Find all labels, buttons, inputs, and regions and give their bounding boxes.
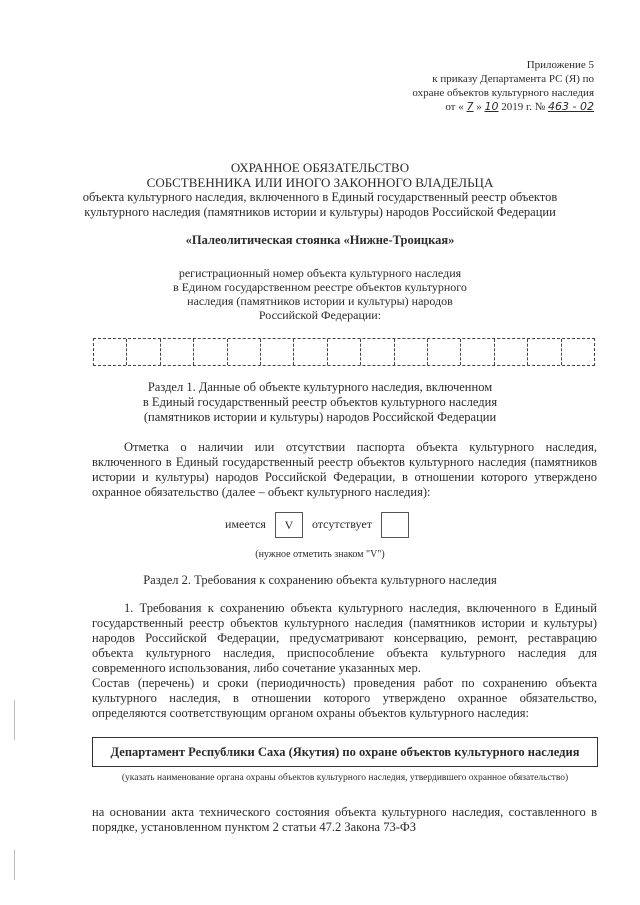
date-day: 7 xyxy=(466,100,474,113)
registration-cell xyxy=(261,339,294,365)
registration-cell xyxy=(161,339,194,365)
appendix-line-2: к приказу Департамента РС (Я) по xyxy=(432,73,594,85)
registration-cell xyxy=(228,339,261,365)
registration-cell xyxy=(495,339,528,365)
requirements-item-1-cont: Состав (перечень) и сроки (периодичность) проведения работ по сохранению объекта культурного наследия, в отношении которого утверждено охранное обязательство, определяются соответствующим органом охраны объектов культурного наследия: xyxy=(92,676,597,720)
section-1-line-2: в Единый государственный реестр объектов культурного наследия xyxy=(142,395,498,409)
scan-edge-mark xyxy=(14,850,15,880)
passport-paragraph: Отметка о наличии или отсутствии паспорта объекта культурного наследия, включенного в Единый государственный реестр объектов культурного наследия (памятников истории и культуры) народов Российской Федерации, в отношении которого утверждено охранное обязательство (далее – объект культурного наследия): xyxy=(92,440,597,499)
section-2-heading: Раздел 2. Требования к сохранению объекта культурного наследия xyxy=(143,573,497,587)
section-1-line-3: (памятников истории и культуры) народов Российской Федерации xyxy=(143,410,497,424)
registration-cell xyxy=(361,339,394,365)
title-line-3: объекта культурного наследия, включенного в Единый государственный реестр объектов xyxy=(82,190,558,204)
has-passport-label: имеется xyxy=(225,516,266,531)
date-prefix: от « xyxy=(445,101,464,113)
registration-cell xyxy=(94,339,127,365)
object-name: «Палеолитическая стоянка «Нижне-Троицкая» xyxy=(185,233,455,247)
registration-cell xyxy=(127,339,160,365)
registration-cell xyxy=(562,339,594,365)
registration-line-1: регистрационный номер объекта культурного наследия xyxy=(178,266,462,280)
title-line-4: культурного наследия (памятников истории и культуры) народов Российской Федерации xyxy=(84,205,556,219)
authority-caption: (указать наименование органа охраны объектов культурного наследия, утвердившего охранное обязательство) xyxy=(121,773,569,783)
date-mid: » xyxy=(476,101,482,113)
basis-paragraph: на основании акта технического состояния объекта культурного наследия, составленного в порядке, установленном пунктом 2 статьи 47.2 Закона 73-ФЗ xyxy=(92,805,597,834)
registration-cell xyxy=(528,339,561,365)
scan-edge-mark xyxy=(14,700,15,740)
registration-label xyxy=(0,266,640,322)
authority-box: Департамент Республики Саха (Якутия) по охране объектов культурного наследия xyxy=(92,737,598,767)
requirements-paragraph xyxy=(92,601,597,721)
order-date-line xyxy=(404,100,594,114)
registration-number-grid xyxy=(93,338,595,366)
registration-line-2: в Едином государственном реестре объектов культурного xyxy=(173,280,467,294)
section-1-heading xyxy=(0,380,640,425)
appendix-header xyxy=(404,58,594,114)
registration-cell xyxy=(461,339,494,365)
date-year: 2019 г. № xyxy=(501,101,546,113)
passport-presence xyxy=(0,512,640,538)
absent-passport-checkbox[interactable] xyxy=(381,512,409,538)
registration-line-4: Российской Федерации: xyxy=(258,308,382,322)
registration-cell xyxy=(395,339,428,365)
appendix-line-3: охране объектов культурного наследия xyxy=(412,87,594,99)
appendix-line-1: Приложение 5 xyxy=(526,59,594,71)
absent-passport-label: отсутствует xyxy=(311,516,372,531)
registration-line-3: наследия (памятников истории и культуры) народов xyxy=(187,294,453,308)
mark-note: (нужное отметить знаком "V") xyxy=(255,549,385,560)
registration-cell xyxy=(194,339,227,365)
registration-cell xyxy=(328,339,361,365)
date-month: 10 xyxy=(484,100,499,113)
order-number: 463 - 02 xyxy=(548,100,594,113)
title-line-1: ОХРАННОЕ ОБЯЗАТЕЛЬСТВО xyxy=(230,160,410,175)
requirements-item-1: 1. Требования к сохранению объекта культурного наследия, включенного в Единый государственный реестр объектов культурного наследия (памятников истории и культуры) народов Российской Федерации, предусматривают консервацию, ремонт, реставрацию объекта культурного наследия, приспособление объекта культурного наследия для современного использования, либо сочетание указанных мер. xyxy=(92,601,597,675)
section-1-line-1: Раздел 1. Данные об объекте культурного наследия, включенном xyxy=(147,380,493,394)
registration-cell xyxy=(294,339,327,365)
registration-cell xyxy=(428,339,461,365)
title-subtitle xyxy=(0,190,640,220)
title-line-2: СОБСТВЕННИКА ИЛИ ИНОГО ЗАКОННОГО ВЛАДЕЛЬЦА xyxy=(146,175,494,190)
has-passport-checkbox[interactable]: V xyxy=(275,512,303,538)
